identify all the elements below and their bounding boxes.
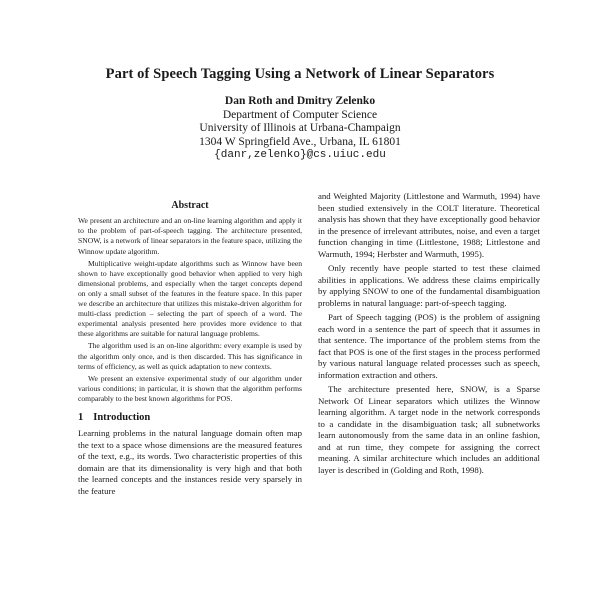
abstract-paragraph: Multiplicative weight-update algorithms such as Winnow have been shown to have exceptionally good behavior when applied to very high dimensional problems, and especially when the target concepts depend on only a small subset of the features in the feature space. In this paper we describe an architecture that utilizes this mistake-driven algorithm for multi-class prediction – selecting the part of speech of a word. The experimental analysis presented here provides more evidence to that these algorithms are suitable for natural language problems. <box>78 258 302 339</box>
author-names: Dan Roth and Dmitry Zelenko <box>224 95 376 107</box>
section-number: 1 <box>78 411 84 423</box>
author-email: {danr,zelenko}@cs.uiuc.edu <box>214 149 386 161</box>
affiliation-line: University of Illinois at Urbana-Champaign <box>199 122 401 134</box>
section-title: Introduction <box>93 411 151 423</box>
body-paragraph: The architecture presented here, SNOW, is a Sparse Network Of Linear separators which utilizes the Winnow learning algorithm. A target node in the network corresponds to a candidate in the disambiguation task; all subnetworks learn autonomously from the same data in an online fashion, and at run time, they compete for assigning the correct meaning. A similar architecture which includes an additional layer is described in (Golding and Roth, 1998). <box>318 384 540 475</box>
author-block <box>0 95 600 163</box>
body-paragraph: Part of Speech tagging (POS) is the problem of assigning each word in a sentence the part of speech that it assumes in that sentence. The importance of the problem stems from the fact that POS is one of the first stages in the process performed by various natural language related processes such as speech, information extraction and others. <box>318 312 540 380</box>
abstract-paragraph: We present an architecture and an on-line learning algorithm and apply it to the problem of part-of-speech tagging. The architecture presented, SNOW, is a network of linear separators in the feature space, utilizing the Winnow update algorithm. <box>78 216 302 256</box>
left-column <box>78 200 302 497</box>
right-column <box>318 191 540 479</box>
abstract-body <box>78 216 302 404</box>
abstract-paragraph: We present an extensive experimental study of our algorithm under various conditions; in particular, it is shown that the algorithm performs comparably to the best known algorithms for POS. <box>78 373 302 403</box>
body-paragraph: Learning problems in the natural language domain often map the text to a space whose dimensions are the measured features of the text, e.g., its words. Two characteristic properties of this domain are that its dimensionality is very high and that both the learned concepts and the instances reside very sparsely in the feature <box>78 428 302 496</box>
body-paragraph: and Weighted Majority (Littlestone and Warmuth, 1994) have been studied extensively in the COLT literature. Theoretical analysis has shown that they have exceptionally good behavior in the presence of irrelevant attributes, noise, and even a target function changing in time (Littlestone, 1988; Littlestone and Warmuth, 1994; Herbster and Warmuth, 1995). <box>318 191 540 259</box>
affiliation-line: 1304 W Springfield Ave., Urbana, IL 61801 <box>199 135 401 148</box>
abstract-heading: Abstract <box>171 200 209 211</box>
section-heading <box>78 412 302 423</box>
paper-title: Part of Speech Tagging Using a Network of Linear Separators <box>105 66 495 82</box>
body-paragraph: Only recently have people started to test these claimed abilities in applications. We address these claims empirically by applying SNOW to one of the fundamental disambiguation problems in natural language: part-of-speech tagging. <box>318 263 540 308</box>
abstract-paragraph: The algorithm used is an on-line algorithm: every example is used by the algorithm only once, and is then discarded. This has significance in terms of efficiency, as well as quick adaptation to new contexts. <box>78 341 302 371</box>
affiliation-line: Department of Computer Science <box>222 108 378 121</box>
